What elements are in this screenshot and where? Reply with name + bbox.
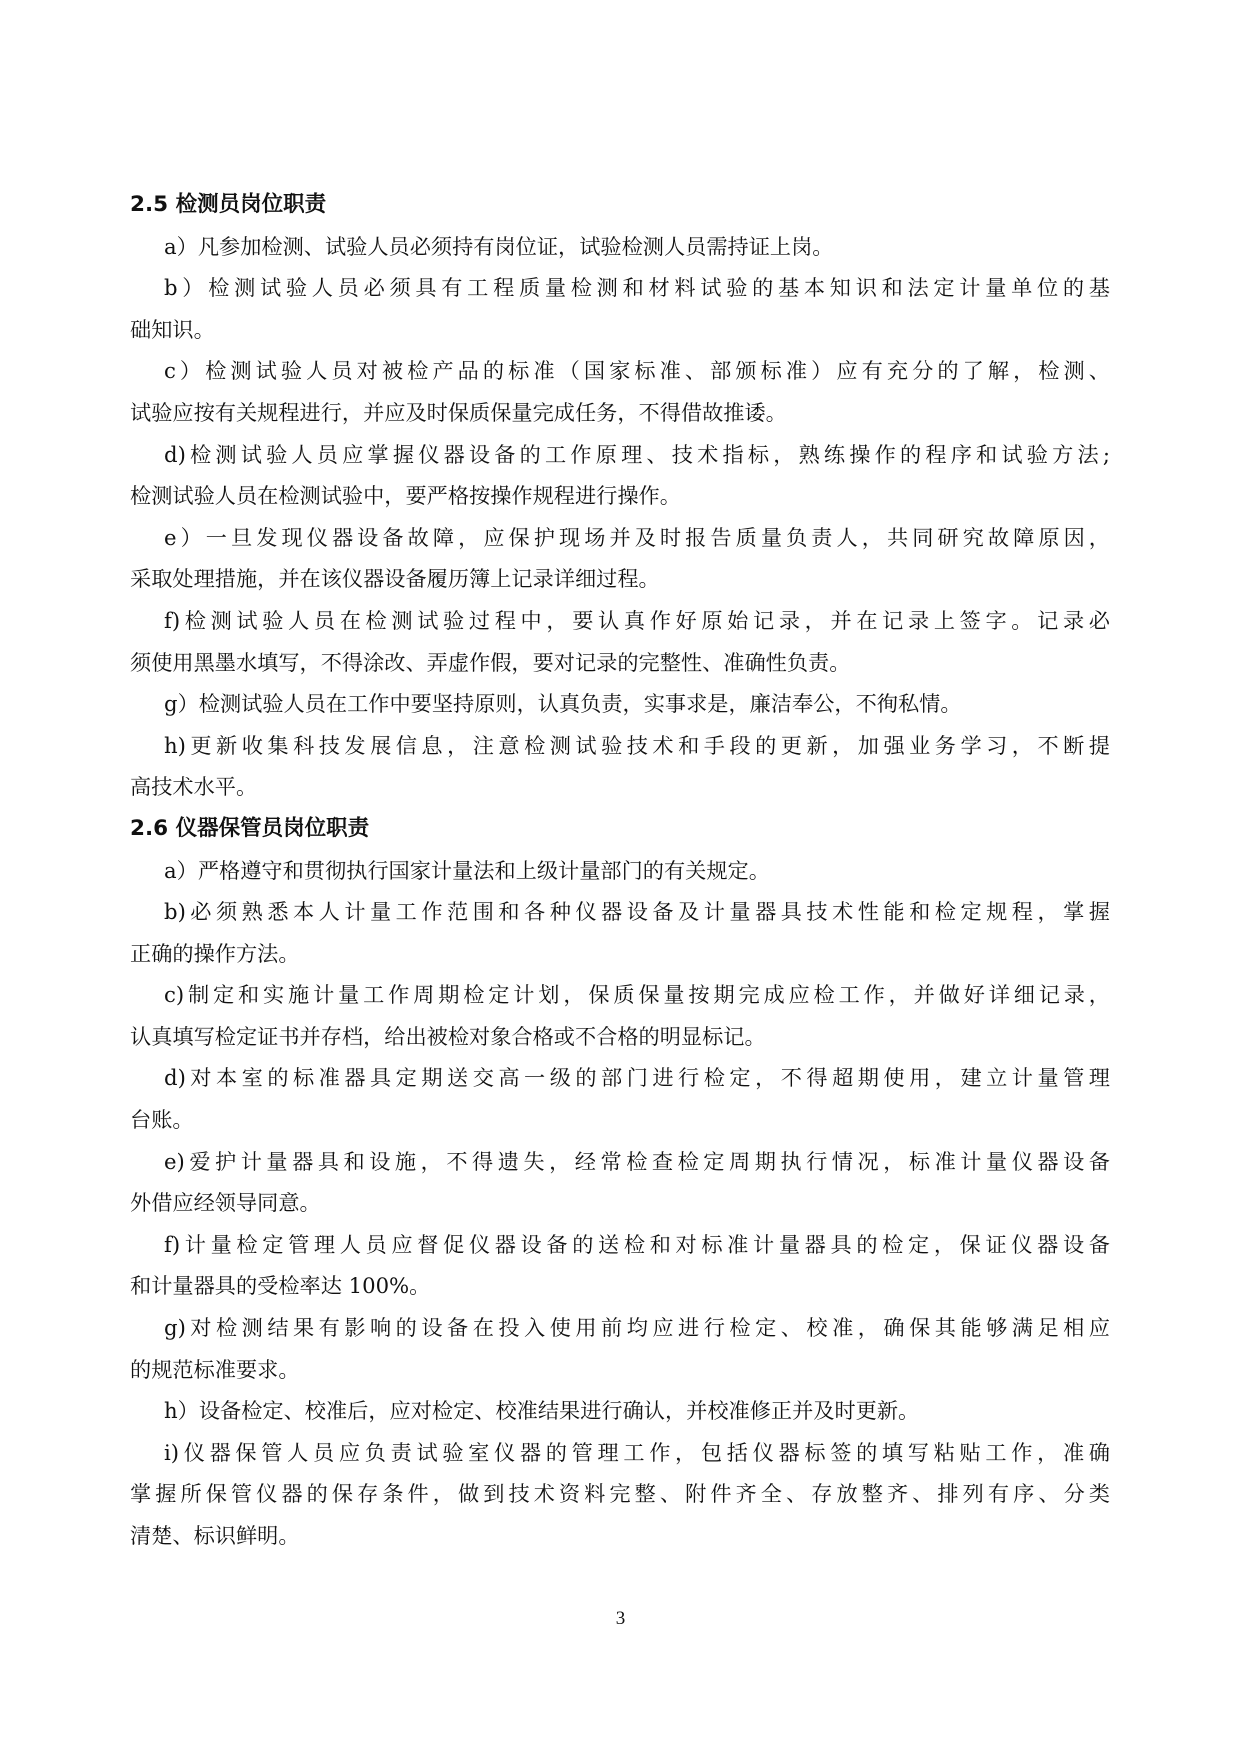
- paragraph-line: 正确的操作方法。: [130, 940, 300, 966]
- paragraph-line: 采取处理措施，并在该仪器设备履历簿上记录详细过程。: [130, 566, 660, 592]
- paragraph-item-c: [130, 974, 1110, 1057]
- document-body: [130, 184, 1110, 1557]
- paragraph-line: g)对检测结果有影响的设备在投入使用前均应进行检定、校准，确保其能够满足相应: [164, 1315, 1110, 1341]
- paragraph-line: b）检测试验人员必须具有工程质量检测和材料试验的基本知识和法定计量单位的基: [164, 275, 1110, 301]
- paragraph-item-h: [130, 725, 1110, 808]
- paragraph-line: h）设备检定、校准后，应对检定、校准结果进行确认，并校准修正并及时更新。: [164, 1398, 920, 1424]
- paragraph-line: i)仪器保管人员应负责试验室仪器的管理工作，包括仪器标签的填写粘贴工作，准确: [164, 1439, 1110, 1465]
- paragraph-item-g: [130, 683, 1110, 725]
- paragraph-line: 台账。: [130, 1107, 194, 1133]
- paragraph-item-b: [130, 267, 1110, 350]
- paragraph-line: 的规范标准要求。: [130, 1356, 300, 1382]
- section-heading: 2.5 检测员岗位职责: [130, 192, 327, 217]
- paragraph-line: g）检测试验人员在工作中要坚持原则，认真负责，实事求是，廉洁奉公，不徇私情。: [164, 691, 962, 717]
- paragraph-line: 和计量器具的受检率达 100%。: [130, 1273, 431, 1299]
- paragraph-item-e: [130, 1141, 1110, 1224]
- paragraph-item-c: [130, 350, 1110, 433]
- paragraph-item-b: [130, 891, 1110, 974]
- paragraph-item-f: [130, 1224, 1110, 1307]
- paragraph-line: d)检测试验人员应掌握仪器设备的工作原理、技术指标，熟练操作的程序和试验方法;: [164, 441, 1110, 467]
- paragraph-line: 外借应经领导同意。: [130, 1190, 321, 1216]
- paragraph-line: e）一旦发现仪器设备故障，应保护现场并及时报告质量负责人，共同研究故障原因，: [164, 524, 1110, 550]
- paragraph-item-a: [130, 226, 1110, 268]
- paragraph-line: 掌握所保管仪器的保存条件，做到技术资料完整、附件齐全、存放整齐、排列有序、分类: [130, 1481, 1110, 1507]
- paragraph-line: b)必须熟悉本人计量工作范围和各种仪器设备及计量器具技术性能和检定规程，掌握: [164, 899, 1110, 925]
- section-2-5: [130, 184, 1110, 808]
- paragraph-line: c）检测试验人员对被检产品的标准（国家标准、部颁标准）应有充分的了解，检测、: [164, 358, 1110, 384]
- paragraph-line: a）严格遵守和贯彻执行国家计量法和上级计量部门的有关规定。: [164, 857, 770, 883]
- paragraph-line: 认真填写检定证书并存档，给出被检对象合格或不合格的明显标记。: [130, 1023, 766, 1049]
- paragraph-line: 试验应按有关规程进行，并应及时保质保量完成任务，不得借故推诿。: [130, 399, 787, 425]
- paragraph-line: d)对本室的标准器具定期送交高一级的部门进行检定，不得超期使用，建立计量管理: [164, 1065, 1110, 1091]
- paragraph-item-d: [130, 1057, 1110, 1140]
- paragraph-item-e: [130, 517, 1110, 600]
- paragraph-line: 础知识。: [130, 316, 215, 342]
- paragraph-line: f)计量检定管理人员应督促仪器设备的送检和对标准计量器具的检定，保证仪器设备: [164, 1231, 1110, 1257]
- paragraph-item-a: [130, 850, 1110, 892]
- paragraph-line: e)爱护计量器具和设施，不得遗失，经常检查检定周期执行情况，标准计量仪器设备: [164, 1148, 1110, 1174]
- section-heading: 2.6 仪器保管员岗位职责: [130, 815, 370, 841]
- paragraph-line: a）凡参加检测、试验人员必须持有岗位证，试验检测人员需持证上岗。: [164, 233, 834, 259]
- paragraph-item-i: [130, 1432, 1110, 1557]
- paragraph-line: h)更新收集科技发展信息，注意检测试验技术和手段的更新，加强业务学习，不断提: [164, 732, 1110, 758]
- paragraph-item-d: [130, 434, 1110, 517]
- paragraph-line: 清楚、标识鲜明。: [130, 1523, 300, 1548]
- paragraph-item-f: [130, 600, 1110, 683]
- paragraph-item-h: [130, 1390, 1110, 1432]
- paragraph-line: 高技术水平。: [130, 774, 258, 800]
- paragraph-line: 检测试验人员在检测试验中，要严格按操作规程进行操作。: [130, 483, 681, 509]
- paragraph-line: f)检测试验人员在检测试验过程中，要认真作好原始记录，并在记录上签字。记录必: [164, 607, 1110, 633]
- section-2-6: [130, 808, 1110, 1557]
- paragraph-item-g: [130, 1307, 1110, 1390]
- paragraph-line: 须使用黑墨水填写，不得涂改、弄虚作假，要对记录的完整性、准确性负责。: [130, 649, 851, 675]
- paragraph-line: c)制定和实施计量工作周期检定计划，保质保量按期完成应检工作，并做好详细记录，: [164, 982, 1110, 1008]
- page-number: 3: [615, 1608, 626, 1629]
